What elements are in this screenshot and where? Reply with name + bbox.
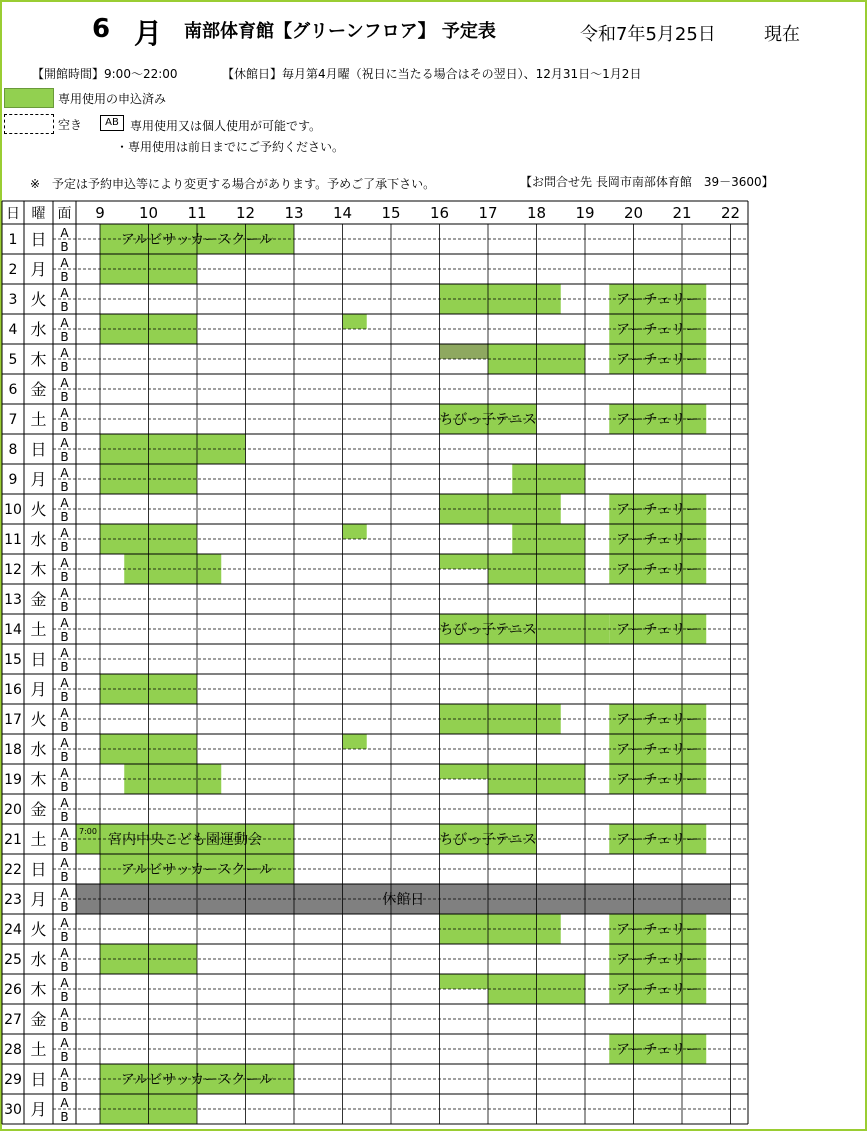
weekday-16: 月 (30, 680, 47, 699)
booking-label-22-1: アルビサッカースクール (120, 862, 274, 878)
hour-label-17: 17 (478, 204, 498, 222)
booking-block-11-2 (343, 524, 367, 539)
court-b-1: B (60, 240, 69, 254)
booking-label-19-4: アーチェリー (616, 772, 700, 788)
day-number-25: 25 (4, 952, 22, 968)
court-b-2: B (60, 270, 69, 284)
court-a-9: A (60, 466, 69, 480)
day-number-14: 14 (4, 622, 22, 638)
closed-days: 【休館日】毎月第4月曜（祝日に当たる場合はその翌日）、12月31日～1月2日 (222, 67, 642, 81)
day-number-21: 21 (4, 832, 22, 848)
legend-ab-note: 専用使用又は個人使用が可能です。 (130, 119, 322, 133)
court-a-17: A (60, 706, 69, 720)
court-a-25: A (60, 946, 69, 960)
booking-start-note-21: 7:00 (79, 827, 97, 836)
weekday-28: 土 (30, 1040, 47, 1059)
court-a-12: A (60, 556, 69, 570)
day-number-11: 11 (4, 532, 22, 548)
month-char: 月 (134, 17, 163, 50)
day-number-4: 4 (8, 322, 18, 338)
booking-label-24-2: アーチェリー (616, 922, 700, 938)
court-a-27: A (60, 1006, 69, 1020)
weekday-6: 金 (30, 380, 47, 399)
court-a-13: A (60, 586, 69, 600)
court-b-23: B (60, 900, 69, 914)
court-b-22: B (60, 870, 69, 884)
day-number-29: 29 (4, 1072, 22, 1088)
court-b-8: B (60, 450, 69, 464)
hour-label-18: 18 (526, 204, 547, 222)
booking-label-21-1: 宮内中央こども園運動会 (108, 832, 262, 848)
court-a-18: A (60, 736, 69, 750)
court-b-11: B (60, 540, 69, 554)
weekday-3: 火 (30, 290, 47, 309)
weekday-2: 月 (30, 260, 47, 279)
day-number-1: 1 (8, 232, 18, 248)
weekday-8: 日 (30, 440, 47, 459)
day-number-9: 9 (8, 472, 18, 488)
court-a-24: A (60, 916, 69, 930)
opening-hours: 【開館時間】9:00～22:00 (32, 67, 178, 81)
weekday-4: 水 (30, 320, 47, 339)
day-number-5: 5 (8, 352, 18, 368)
day-number-8: 8 (8, 442, 18, 458)
court-b-6: B (60, 390, 69, 404)
court-b-9: B (60, 480, 69, 494)
weekday-13: 金 (30, 590, 47, 609)
booking-label-18-3: アーチェリー (616, 742, 700, 758)
hour-label-14: 14 (332, 204, 353, 222)
court-a-30: A (60, 1096, 69, 1110)
weekday-23: 月 (30, 890, 47, 909)
weekday-12: 木 (30, 560, 47, 579)
weekday-27: 金 (30, 1010, 47, 1029)
day-number-18: 18 (4, 742, 22, 758)
booking-label-1-1: アルビサッカースクール (120, 232, 274, 248)
court-a-22: A (60, 856, 69, 870)
weekday-25: 水 (30, 950, 47, 969)
booking-label-4-3: アーチェリー (616, 322, 700, 338)
hour-label-9: 9 (95, 204, 105, 222)
weekday-14: 土 (30, 620, 47, 639)
day-number-7: 7 (8, 412, 18, 428)
day-number-17: 17 (4, 712, 22, 728)
legend-ab-box: AB (100, 115, 124, 131)
court-a-21: A (60, 826, 69, 840)
court-b-3: B (60, 300, 69, 314)
weekday-11: 水 (30, 530, 47, 549)
court-b-19: B (60, 780, 69, 794)
court-b-10: B (60, 510, 69, 524)
weekday-22: 日 (30, 860, 47, 879)
hour-label-20: 20 (623, 204, 644, 222)
page-title: 南部体育館【グリーンフロア】 予定表 (184, 21, 496, 42)
court-a-26: A (60, 976, 69, 990)
court-b-30: B (60, 1110, 69, 1124)
weekday-1: 日 (30, 230, 47, 249)
booking-label-7-1: ちびっ子テニス (439, 412, 537, 428)
as-of-label: 現在 (764, 24, 800, 45)
weekday-26: 木 (30, 980, 47, 999)
court-b-25: B (60, 960, 69, 974)
hour-label-11: 11 (187, 204, 207, 222)
court-a-10: A (60, 496, 69, 510)
day-number-15: 15 (4, 652, 22, 668)
hour-label-13: 13 (284, 204, 304, 222)
change-notice: ※ 予定は予約申込等により変更する場合があります。予めご了承下さい。 (30, 177, 436, 191)
day-number-24: 24 (4, 922, 22, 938)
court-b-26: B (60, 990, 69, 1004)
booking-block-5-1 (440, 344, 489, 359)
court-b-7: B (60, 420, 69, 434)
hour-label-12: 12 (235, 204, 256, 222)
booking-label-21-3: アーチェリー (616, 832, 700, 848)
court-b-4: B (60, 330, 69, 344)
weekday-9: 月 (30, 470, 47, 489)
booking-label-25-2: アーチェリー (616, 952, 700, 968)
month-number: 6 (92, 14, 111, 44)
day-number-3: 3 (8, 292, 18, 308)
booking-label-14-3: アーチェリー (616, 622, 700, 638)
booking-block-26-1 (440, 974, 489, 989)
court-a-20: A (60, 796, 69, 810)
weekday-21: 土 (30, 830, 47, 849)
booking-block-4-2 (343, 314, 367, 329)
court-b-14: B (60, 630, 69, 644)
court-a-29: A (60, 1066, 69, 1080)
court-a-7: A (60, 406, 69, 420)
legend-advance-note: ・専用使用は前日までにご予約ください。 (116, 140, 345, 154)
weekday-5: 木 (30, 350, 47, 369)
booking-label-23-1: 休館日 (382, 892, 425, 908)
weekday-10: 火 (30, 500, 47, 519)
court-b-13: B (60, 600, 69, 614)
day-number-22: 22 (4, 862, 22, 878)
hour-label-10: 10 (138, 204, 159, 222)
weekday-15: 日 (30, 650, 47, 669)
day-number-26: 26 (4, 982, 22, 998)
weekday-30: 月 (30, 1100, 47, 1119)
day-number-23: 23 (4, 892, 22, 908)
day-number-19: 19 (4, 772, 22, 788)
day-number-10: 10 (4, 502, 22, 518)
court-a-2: A (60, 256, 69, 270)
hour-label-21: 21 (672, 204, 692, 222)
court-b-24: B (60, 930, 69, 944)
court-a-6: A (60, 376, 69, 390)
court-a-3: A (60, 286, 69, 300)
court-a-16: A (60, 676, 69, 690)
day-number-20: 20 (4, 802, 22, 818)
booking-label-14-1: ちびっ子テニス (439, 622, 537, 638)
court-b-15: B (60, 660, 69, 674)
booking-block-19-2 (440, 764, 489, 779)
court-a-23: A (60, 886, 69, 900)
day-number-27: 27 (4, 1012, 22, 1028)
court-a-1: A (60, 226, 69, 240)
booking-label-26-3: アーチェリー (616, 982, 700, 998)
header-day: 日 (6, 206, 20, 222)
court-a-11: A (60, 526, 69, 540)
day-number-12: 12 (4, 562, 22, 578)
court-b-27: B (60, 1020, 69, 1034)
court-a-8: A (60, 436, 69, 450)
legend-booked-label: 専用使用の申込済み (58, 92, 167, 106)
booking-label-3-2: アーチェリー (616, 292, 700, 308)
court-b-21: B (60, 840, 69, 854)
hour-label-15: 15 (381, 204, 401, 222)
day-number-6: 6 (8, 382, 18, 398)
court-b-17: B (60, 720, 69, 734)
day-number-16: 16 (4, 682, 22, 698)
header-weekday: 曜 (31, 206, 46, 222)
hour-label-22: 22 (720, 204, 741, 222)
court-b-18: B (60, 750, 69, 764)
court-a-14: A (60, 616, 69, 630)
day-number-28: 28 (4, 1042, 22, 1058)
booking-label-10-2: アーチェリー (616, 502, 700, 518)
court-a-4: A (60, 316, 69, 330)
weekday-24: 火 (30, 920, 47, 939)
legend-vacant-label: 空き (58, 118, 83, 132)
court-a-19: A (60, 766, 69, 780)
hour-label-16: 16 (429, 204, 450, 222)
header-court: 面 (57, 206, 72, 222)
weekday-7: 土 (30, 410, 47, 429)
booking-label-29-1: アルビサッカースクール (120, 1072, 274, 1088)
booking-label-7-2: アーチェリー (616, 412, 700, 428)
day-number-13: 13 (4, 592, 22, 608)
hour-label-19: 19 (575, 204, 595, 222)
court-b-12: B (60, 570, 69, 584)
booking-label-17-2: アーチェリー (616, 712, 700, 728)
weekday-19: 木 (30, 770, 47, 789)
court-b-5: B (60, 360, 69, 374)
booking-label-12-4: アーチェリー (616, 562, 700, 578)
court-b-16: B (60, 690, 69, 704)
as-of-date: 令和7年5月25日 (580, 24, 716, 45)
court-a-28: A (60, 1036, 69, 1050)
day-number-2: 2 (8, 262, 18, 278)
court-a-15: A (60, 646, 69, 660)
court-a-5: A (60, 346, 69, 360)
court-b-20: B (60, 810, 69, 824)
weekday-17: 火 (30, 710, 47, 729)
day-number-30: 30 (4, 1102, 22, 1118)
booking-label-11-4: アーチェリー (616, 532, 700, 548)
court-b-28: B (60, 1050, 69, 1064)
booking-block-18-2 (343, 734, 367, 749)
weekday-20: 金 (30, 800, 47, 819)
booking-block-12-2 (440, 554, 489, 569)
booking-label-5-3: アーチェリー (616, 352, 700, 368)
booking-label-21-2: ちびっ子テニス (439, 832, 537, 848)
court-b-29: B (60, 1080, 69, 1094)
booking-label-28-1: アーチェリー (616, 1042, 700, 1058)
contact-info: 【お問合せ先 長岡市南部体育館 39－3600】 (520, 175, 774, 189)
weekday-18: 水 (30, 740, 47, 759)
weekday-29: 日 (30, 1070, 47, 1089)
